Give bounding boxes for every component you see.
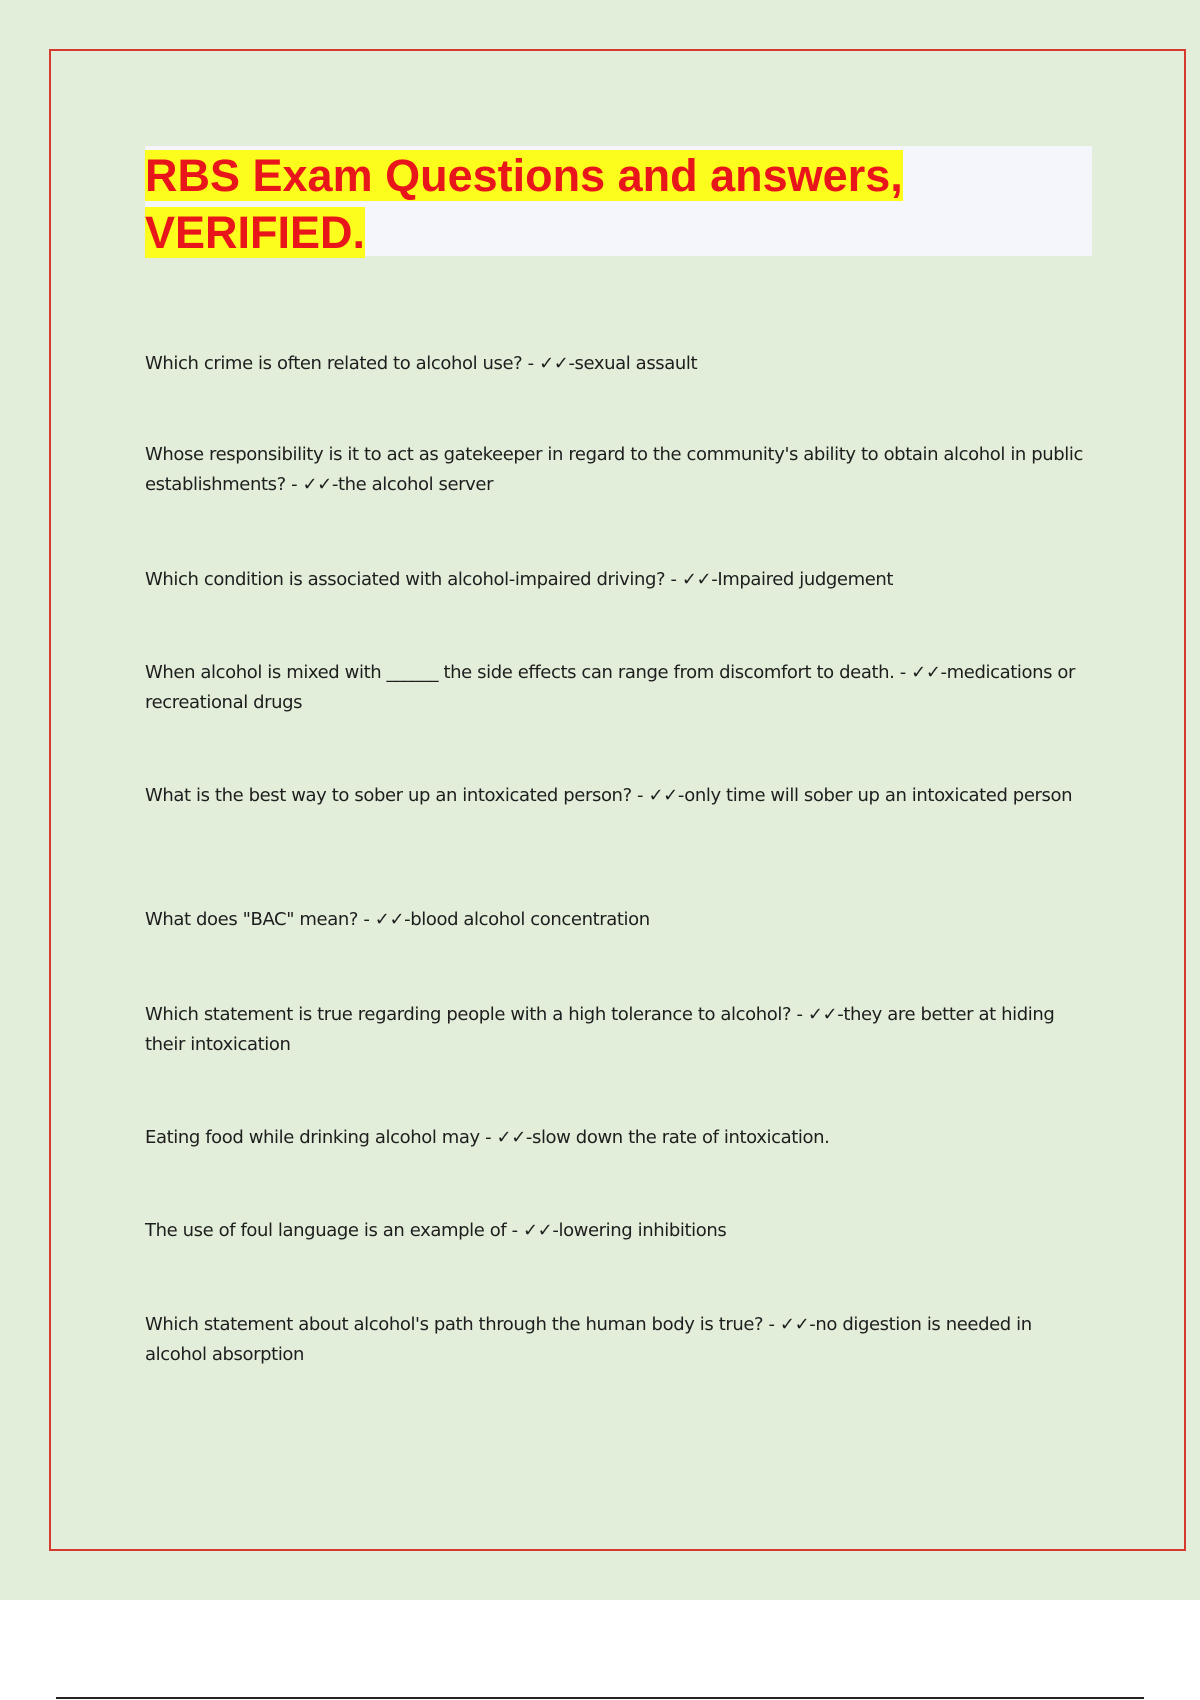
question-item: Eating food while drinking alcohol may - ✓✓-slow down the rate of intoxication. [145,1127,830,1148]
question-item: Which crime is often related to alcohol use? - ✓✓-sexual assault [145,353,698,374]
question-item: What does "BAC" mean? - ✓✓-blood alcohol concentration [145,909,650,930]
title-line-2: VERIFIED. [145,207,366,258]
question-item: Whose responsibility is it to act as gatekeeper in regard to the community's ability to obtain alcohol in public establishments? - ✓✓-the alcohol server [145,444,1084,495]
question-item: Which condition is associated with alcohol-impaired driving? - ✓✓-Impaired judgement [145,569,894,590]
question-item: The use of foul language is an example of - ✓✓-lowering inhibitions [145,1220,727,1241]
question-item: Which statement is true regarding people with a high tolerance to alcohol? - ✓✓-they are better at hiding their intoxication [145,1004,1055,1055]
title-line-1: RBS Exam Questions and answers, [145,150,903,201]
question-item: Which statement about alcohol's path through the human body is true? - ✓✓-no digestion is needed in alcohol absorption [145,1314,1032,1365]
question-item: When alcohol is mixed with ______ the side effects can range from discomfort to death. - ✓✓-medications or recreational drugs [145,662,1075,713]
question-item: What is the best way to sober up an intoxicated person? - ✓✓-only time will sober up an intoxicated person [145,785,1073,806]
footer-divider [56,1697,1144,1699]
